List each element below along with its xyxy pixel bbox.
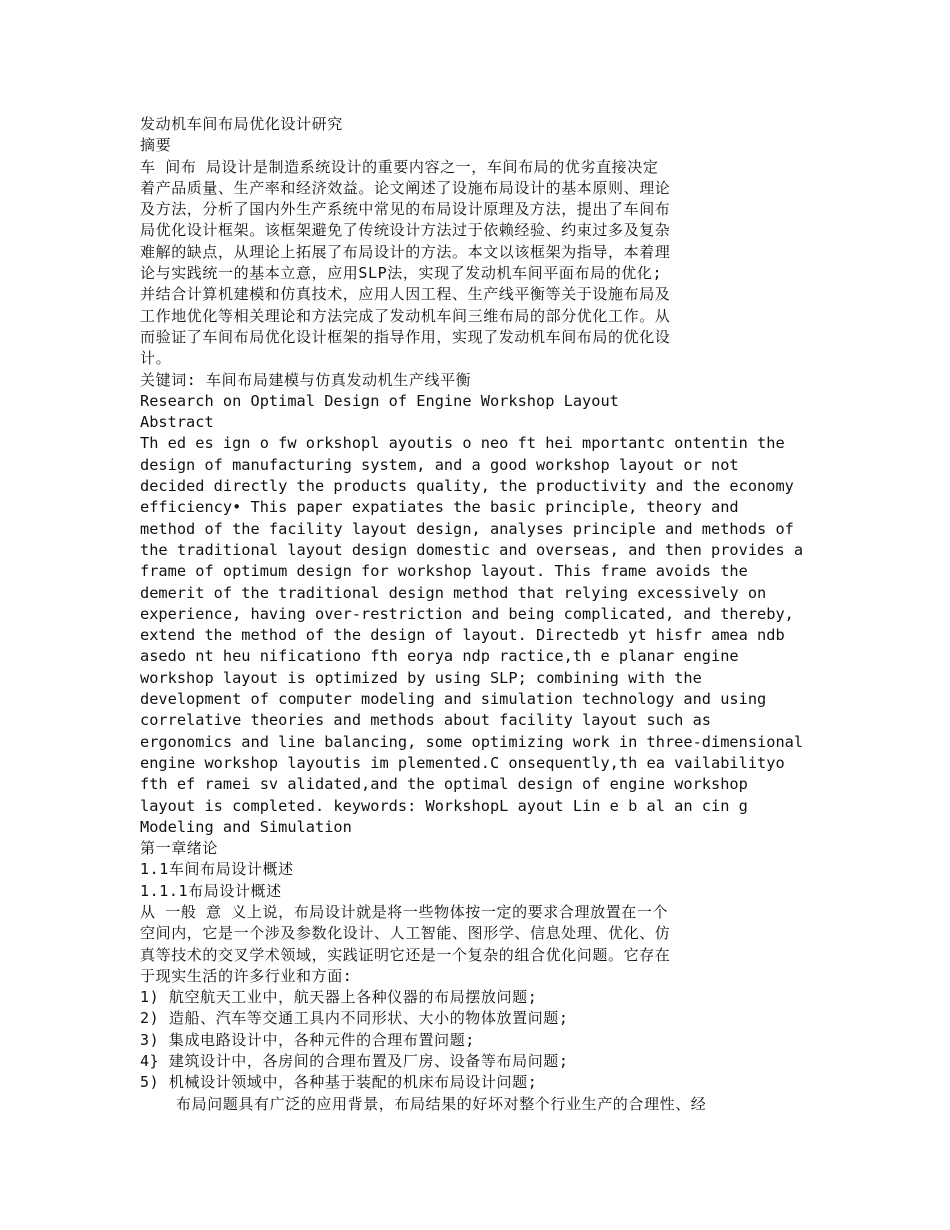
abstract-en-line: development of computer modeling and simulation technology and using (140, 690, 767, 709)
abstract-en-line: engine workshop layoutis im plemented.C onsequently,th ea vailabilityo (140, 753, 785, 772)
list-item: 1) 航空航天工业中，航天器上各种仪器的布局摆放问题; (140, 988, 538, 1007)
abstract-en-heading: Abstract (140, 413, 214, 432)
body-line: 从 一般 意 义上说，布局设计就是将一些物体按一定的要求合理放置在一个 (140, 902, 669, 921)
body-line: 空间内，它是一个涉及参数化设计、人工智能、图形学、信息处理、优化、仿 (140, 924, 671, 943)
abstract-cn-line: 并结合计算机建模和仿真技术，应用人因工程、生产线平衡等关于设施布局及 (140, 285, 671, 304)
subsection-heading: 1.1.1布局设计概述 (140, 881, 282, 900)
abstract-cn-line: 计。 (140, 349, 172, 368)
abstract-heading: 摘要 (140, 136, 172, 155)
closing-paragraph-line: 布局问题具有广泛的应用背景，布局结果的好坏对整个行业生产的合理性、经 (176, 1094, 707, 1113)
abstract-en-line: Th ed es ign o fw orkshopl ayoutis o neo ft hei mportantc ontentin the (140, 434, 785, 453)
body-line: 于现实生活的许多行业和方面: (140, 966, 353, 985)
abstract-en-line: the traditional layout design domestic and overseas, and then provides a (140, 540, 804, 559)
abstract-en-line: method of the facility layout design, analyses principle and methods of (140, 519, 794, 538)
section-heading: 1.1车间布局设计概述 (140, 860, 294, 879)
abstract-en-line: efficiency• This paper expatiates the basic principle, theory and (140, 498, 739, 517)
english-title: Research on Optimal Design of Engine Workshop Layout (140, 391, 619, 410)
abstract-cn-line: 局优化设计框架。该框架避免了传统设计方法过于依赖经验、约束过多及复杂 (140, 221, 671, 240)
abstract-en-line: frame of optimum design for workshop layout. This frame avoids the (140, 562, 748, 581)
abstract-en-line: experience, having over-restriction and being complicated, and thereby, (140, 604, 794, 623)
numbered-list (140, 987, 820, 1093)
abstract-en-line: extend the method of the design of layout. Directedb yt hisfr amea ndb (140, 626, 785, 645)
list-item: 4} 建筑设计中，各房间的合理布置及厂房、设备等布局问题; (140, 1052, 569, 1071)
abstract-en-line: workshop layout is optimized by using SLP; combining with the (140, 668, 702, 687)
abstract-en-line: Modeling and Simulation (140, 817, 352, 836)
list-item: 3) 集成电路设计中，各种元件的合理布置问题; (140, 1030, 475, 1049)
abstract-en-line: demerit of the traditional design method that relying excessively on (140, 583, 767, 602)
document-page (140, 114, 820, 1115)
abstract-en-line: layout is completed. keywords: WorkshopL ayout Lin e b al an cin g (140, 796, 748, 815)
keywords-cn: 关键词: 车间布局建模与仿真发动机生产线平衡 (140, 370, 472, 389)
abstract-en (140, 433, 820, 838)
abstract-cn-line: 工作地优化等相关理论和方法完成了发动机车间三维布局的部分优化工作。从 (140, 306, 671, 325)
abstract-cn-line: 难解的缺点，从理论上拓展了布局设计的方法。本文以该框架为指导，本着理 (140, 242, 671, 261)
body-line: 真等技术的交叉学术领域，实践证明它还是一个复杂的组合优化问题。它存在 (140, 945, 671, 964)
abstract-en-line: design of manufacturing system, and a good workshop layout or not (140, 455, 739, 474)
abstract-en-line: asedo nt heu nificationo fth eorya ndp ractice,th e planar engine (140, 647, 739, 666)
abstract-cn-line: 及方法，分析了国内外生产系统中常见的布局设计原理及方法，提出了车间布 (140, 200, 671, 219)
abstract-en-line: decided directly the products quality, the productivity and the economy (140, 477, 794, 496)
document-title: 发动机车间布局优化设计研究 (140, 115, 343, 133)
abstract-cn-line: 而验证了车间布局优化设计框架的指导作用，实现了发动机车间布局的优化设 (140, 327, 671, 346)
abstract-cn-line: 论与实践统一的基本立意，应用SLP法，实现了发动机车间平面布局的优化; (140, 264, 663, 283)
body-paragraph (140, 902, 820, 987)
list-item: 5) 机械设计领域中，各种基于装配的机床布局设计问题; (140, 1073, 538, 1092)
chapter-title: 第一章绪论 (140, 839, 219, 858)
abstract-en-line: fth ef ramei sv alidated,and the optimal design of engine workshop (140, 775, 748, 794)
abstract-cn-line: 车 间布 局设计是制造系统设计的重要内容之一，车间布局的优劣直接决定 (140, 157, 659, 176)
abstract-en-line: ergonomics and line balancing, some optimizing work in three-dimensional (140, 732, 804, 751)
abstract-en-line: correlative theories and methods about facility layout such as (140, 711, 711, 730)
list-item: 2) 造船、汽车等交通工具内不同形状、大小的物体放置问题; (140, 1009, 569, 1028)
abstract-cn (140, 157, 820, 370)
abstract-cn-line: 着产品质量、生产率和经济效益。论文阐述了设施布局设计的基本原则、理论 (140, 178, 671, 197)
